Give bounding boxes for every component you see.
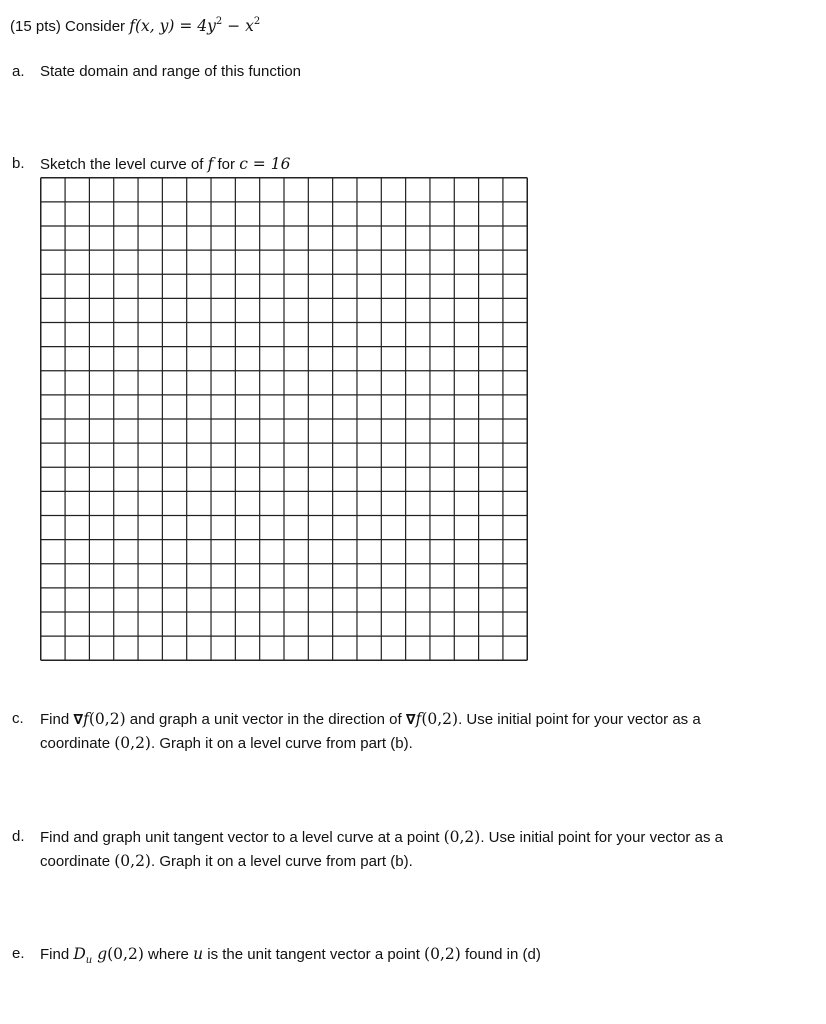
u-subscript: u [85,955,93,966]
question-c-point: (0,2) [88,710,126,728]
question-e-point: (0,2) [107,945,144,963]
points-label: (15 pts) Consider [10,18,126,35]
question-b-mid: for [217,156,236,173]
question-e-u: u [193,945,204,963]
directional-derivative [73,945,144,966]
question-b-f: f [207,155,214,173]
question-e-end: found in (d) [464,946,541,963]
exponent-2: 2 [253,16,261,27]
question-b-text [40,152,290,177]
question-c-point2: (0,2) [421,710,459,728]
question-d-pre: Find and graph unit tangent vector to a level curve at a point [40,829,440,846]
rhs-term1: 4y [197,17,216,35]
function-lhs: f(x, y) [129,17,175,35]
question-d-end: . Use initial point for your vector as a [480,829,723,846]
question-e-where: where [148,946,189,963]
function-definition [129,17,260,35]
question-e-point2: (0,2) [424,945,461,963]
question-d-line2 [40,849,413,874]
question-c-find: Find [40,711,70,728]
sketch-grid[interactable] [40,177,528,661]
exponent-1: 2 [215,16,223,27]
d-symbol: D [73,945,86,963]
question-d-label: d. [12,828,25,845]
question-c-line2-pre: coordinate [40,735,111,752]
question-d-line1 [40,825,723,850]
minus-sign: − [227,17,241,35]
question-c-label: c. [12,710,24,727]
question-e-text [40,942,541,967]
question-c-line2-end: . Graph it on a level curve from part (b). [150,735,413,752]
question-d-point: (0,2) [443,828,481,846]
grid-svg[interactable] [40,177,528,661]
question-b-label: b. [12,155,25,172]
question-b-pre: Sketch the level curve of [40,156,204,173]
question-a-label: a. [12,63,25,80]
question-e-find: Find [40,946,70,963]
question-c-mid: and graph a unit vector in the direction of [129,711,402,728]
question-c-point3: (0,2) [114,734,151,752]
question-c-line1 [40,707,701,732]
rhs-term2: x [245,17,254,35]
question-a-text: State domain and range of this function [40,63,302,80]
question-d-line2-end: . Graph it on a level curve from part (b). [150,853,413,870]
g-symbol: g [97,945,108,963]
question-b-c-expr: c = 16 [239,155,291,173]
nabla-symbol-2: ∇ [405,712,416,728]
question-c-end: . Use initial point for your vector as a [458,711,701,728]
question-c-line2 [40,731,413,756]
question-e-label: e. [12,945,25,962]
equals-sign: = [179,17,193,35]
problem-header [10,14,260,39]
question-c-f2: f [415,710,422,728]
nabla-symbol: ∇ [73,712,84,728]
question-e-rest: is the unit tangent vector a point [207,946,420,963]
question-d-line2-pre: coordinate [40,853,111,870]
question-c-f: f [83,710,89,728]
question-d-point2: (0,2) [114,852,151,870]
